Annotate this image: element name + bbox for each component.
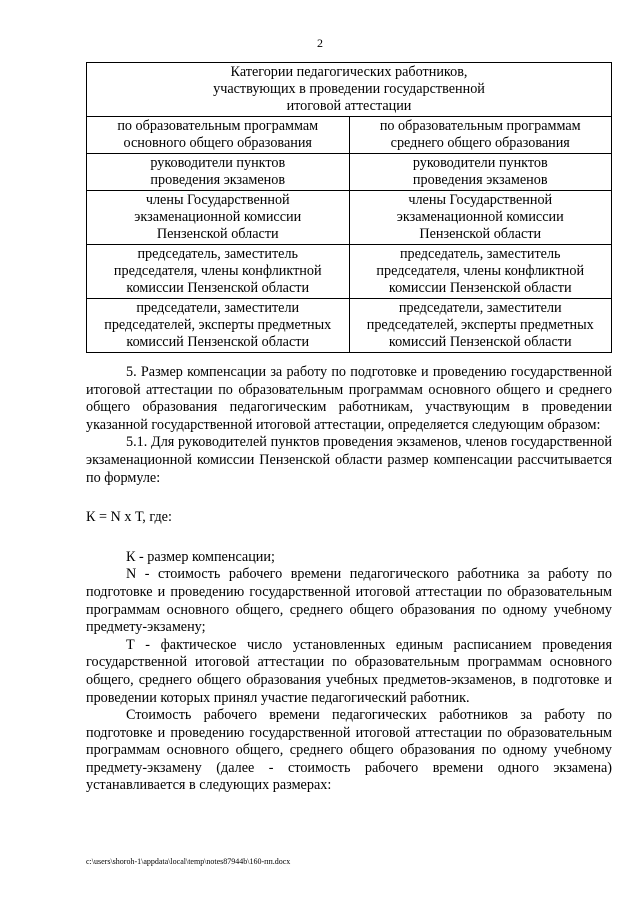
- definition-k: К - размер компенсации;: [126, 548, 275, 565]
- cell-line: председатель, заместитель: [137, 246, 299, 262]
- cell-line: проведения экзаменов: [150, 172, 286, 188]
- table-cell-left: [87, 117, 350, 154]
- table-row: [87, 154, 612, 191]
- footer-file-path: c:\users\shoroh-1\appdata\local\temp\notes87944b\160-пп.docx: [86, 857, 291, 866]
- cell-line: председатели, заместители: [398, 300, 562, 316]
- cell-line: Пензенской области: [419, 226, 542, 242]
- table-row: [87, 117, 612, 154]
- cell-line: председателей, эксперты предметных: [104, 317, 332, 333]
- cell-line: проведения экзаменов: [412, 172, 548, 188]
- cell-line: члены Государственной: [145, 192, 290, 208]
- header-line: итоговой аттестации: [286, 98, 412, 114]
- paragraph-cost: Стоимость рабочего времени педагогических работников за работу по подготовке и проведению государственной итоговой аттестации по образовательным программам основного общего, среднего общего образования по одному учебному предмету-экзамену (далее - стоимость рабочего времени одного экзамена) устанавливается в следующих размерах:: [86, 707, 612, 794]
- table-cell-left: [87, 191, 350, 245]
- table-row: [87, 191, 612, 245]
- table-cell-left: [87, 245, 350, 299]
- definition-t: Т - фактическое число установленных единым расписанием проведения государственной итоговой аттестации по образовательным программам основного общего, среднего общего образования учебных предметов-экзаменов, в подготовке и проведении которых принял участие педагогический работник.: [86, 636, 612, 706]
- cell-line: председателей, эксперты предметных: [366, 317, 594, 333]
- cell-line: руководители пунктов: [412, 155, 548, 171]
- cell-line: экзаменационной комиссии: [396, 209, 564, 225]
- cell-line: члены Государственной: [408, 192, 553, 208]
- table-row: [87, 245, 612, 299]
- definition-n: N - стоимость рабочего времени педагогического работника за работу по подготовке и проведению государственной итоговой аттестации по образовательным программам основного общего, среднего общего образования по одному учебному предмету-экзамену;: [86, 566, 612, 636]
- table-cell-right: [349, 299, 612, 353]
- paragraph-5-1: 5.1. Для руководителей пунктов проведения экзаменов, членов государственной экзаменационной комиссии Пензенской области размер компенсации рассчитывается по формуле:: [86, 434, 612, 486]
- table-cell-left: [87, 154, 350, 191]
- cell-line: среднего общего образования: [390, 135, 570, 151]
- cell-line: комиссий Пензенской области: [388, 334, 572, 350]
- cell-line: руководители пунктов: [150, 155, 286, 171]
- cell-line: комиссии Пензенской области: [126, 280, 310, 296]
- cell-line: председателя, члены конфликтной: [376, 263, 585, 279]
- cell-line: председателя, члены конфликтной: [113, 263, 322, 279]
- page-number: 2: [317, 36, 323, 50]
- cell-line: по образовательным программам: [117, 118, 319, 134]
- cell-line: экзаменационной комиссии: [134, 209, 302, 225]
- cell-line: Пензенской области: [156, 226, 279, 242]
- table-cell-right: [349, 245, 612, 299]
- cell-line: председатели, заместители: [136, 300, 300, 316]
- cell-line: по образовательным программам: [379, 118, 581, 134]
- table-header-cell: [87, 63, 612, 117]
- paragraph-5: 5. Размер компенсации за работу по подготовке и проведению государственной итоговой аттестации по образовательным программам основного общего и среднего общего образования педагогическим работникам, участвующим в проведении указанной государственной итоговой аттестации, определяется следующим образом:: [86, 364, 612, 433]
- table-cell-right: [349, 154, 612, 191]
- table-cell-right: [349, 117, 612, 154]
- document-body: [86, 364, 612, 795]
- table-row: [87, 299, 612, 353]
- categories-table: [86, 62, 612, 353]
- formula: К = N х Т, где:: [86, 509, 172, 526]
- cell-line: комиссии Пензенской области: [388, 280, 572, 296]
- header-line: участвующих в проведении государственной: [213, 81, 485, 97]
- header-line: Категории педагогических работников,: [230, 64, 468, 80]
- cell-line: основного общего образования: [123, 135, 312, 151]
- table-cell-left: [87, 299, 350, 353]
- cell-line: председатель, заместитель: [399, 246, 561, 262]
- cell-line: комиссий Пензенской области: [126, 334, 310, 350]
- table-header-row: [87, 63, 612, 117]
- table-cell-right: [349, 191, 612, 245]
